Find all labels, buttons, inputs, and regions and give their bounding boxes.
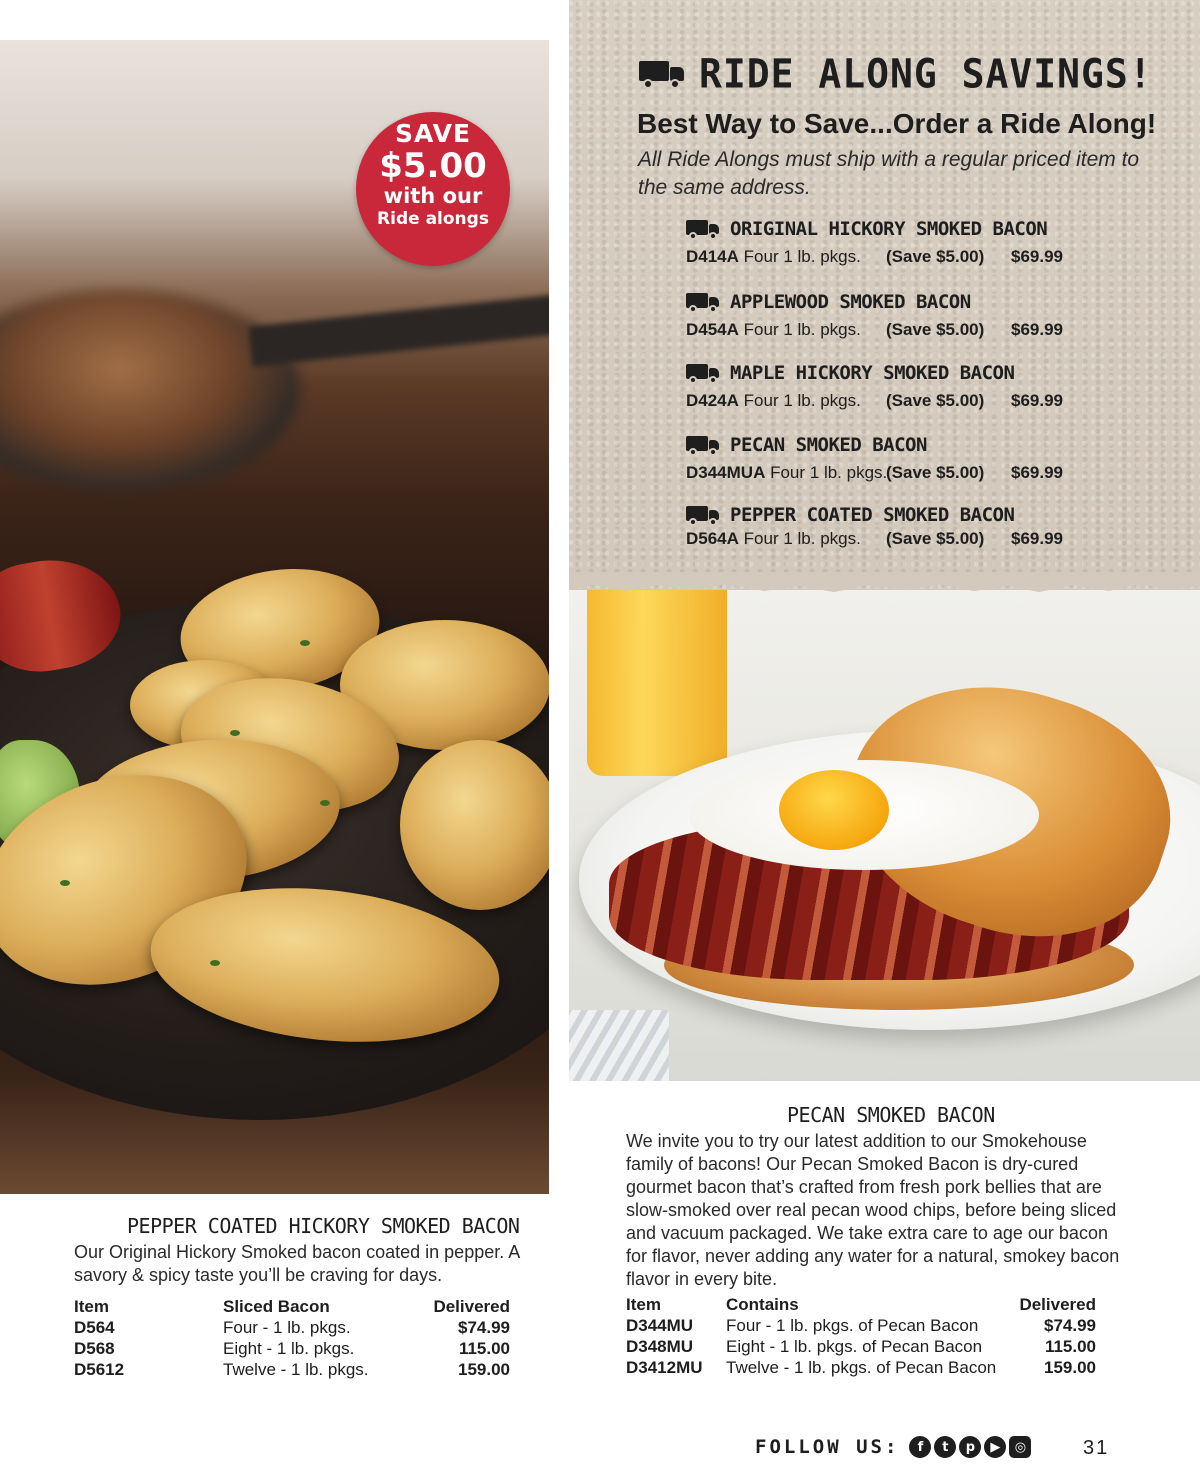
item-price: 115.00 xyxy=(1044,1337,1096,1356)
item-desc: Four 1 lb. pkgs. xyxy=(743,320,861,339)
ride-along-item-name: APPLEWOOD SMOKED BACON xyxy=(730,291,971,313)
table-header xyxy=(626,1295,1100,1316)
orange-juice-glass xyxy=(587,590,727,776)
item-contains: Twelve - 1 lb. pkgs. of Pecan Bacon xyxy=(726,1358,997,1377)
truck-icon xyxy=(639,59,685,89)
herb-fleck xyxy=(210,960,220,966)
item-code: D424A xyxy=(686,391,739,410)
truck-icon xyxy=(686,218,720,240)
ride-along-subtitle: Best Way to Save...Order a Ride Along! xyxy=(637,108,1157,139)
item-contains: Four - 1 lb. pkgs. xyxy=(223,1318,351,1337)
col-delivered: Delivered xyxy=(1019,1295,1096,1314)
ride-along-title: RIDE ALONG SAVINGS! xyxy=(699,50,1153,98)
item-savings: (Save $5.00) xyxy=(886,320,985,339)
badge-line-4: Ride alongs xyxy=(377,209,489,229)
ride-along-item xyxy=(686,288,1086,344)
item-price: $74.99 xyxy=(1044,1316,1096,1335)
item-desc: Four 1 lb. pkgs. xyxy=(743,391,861,410)
potato-wedge xyxy=(400,740,549,910)
herb-fleck xyxy=(320,800,330,806)
item-code: D564A xyxy=(686,529,739,548)
ride-along-item xyxy=(686,501,1086,553)
ride-along-heading xyxy=(639,52,1153,96)
badge-line-3: with our xyxy=(383,184,483,208)
item-code: D454A xyxy=(686,320,739,339)
item-price: 115.00 xyxy=(458,1339,510,1358)
table-row xyxy=(626,1358,1100,1379)
torn-paper-edge xyxy=(569,572,1200,596)
item-savings: (Save $5.00) xyxy=(886,529,985,548)
herb-fleck xyxy=(230,730,240,736)
truck-icon xyxy=(686,362,720,384)
pepper-coated-description: Our Original Hickory Smoked bacon coated in pepper. A savory & spicy taste you’ll be craving for days. xyxy=(74,1242,520,1285)
item-price: 159.00 xyxy=(1044,1358,1096,1377)
ride-along-item-name: MAPLE HICKORY SMOKED BACON xyxy=(730,362,1015,384)
item-savings: (Save $5.00) xyxy=(886,463,985,482)
item-code: D344MU xyxy=(626,1316,694,1335)
facebook-icon[interactable]: f xyxy=(909,1436,931,1458)
col-contains: Contains xyxy=(726,1295,799,1314)
table-row xyxy=(74,1360,514,1381)
bacon-egg-croissant-photo xyxy=(569,590,1200,1081)
item-savings: (Save $5.00) xyxy=(886,247,985,266)
pan-handle xyxy=(249,293,549,366)
truck-icon xyxy=(686,504,720,526)
item-contains: Twelve - 1 lb. pkgs. xyxy=(223,1360,369,1379)
ride-along-item-name: PECAN SMOKED BACON xyxy=(730,434,927,456)
ride-along-panel xyxy=(569,0,1200,590)
striped-napkin xyxy=(569,1010,669,1081)
pinterest-icon[interactable]: p xyxy=(959,1436,981,1458)
badge-line-2: $5.00 xyxy=(379,146,487,186)
table-row xyxy=(626,1316,1100,1337)
table-row xyxy=(74,1339,514,1360)
item-desc: Four 1 lb. pkgs. xyxy=(770,463,888,482)
col-item: Item xyxy=(626,1295,661,1314)
twitter-icon[interactable]: t xyxy=(934,1436,956,1458)
ride-along-item-name: ORIGINAL HICKORY SMOKED BACON xyxy=(730,218,1048,240)
pecan-title: PECAN SMOKED BACON xyxy=(787,1103,995,1127)
truck-icon xyxy=(686,291,720,313)
item-desc: Four 1 lb. pkgs. xyxy=(743,247,861,266)
item-code: D568 xyxy=(74,1339,115,1358)
pecan-description: We invite you to try our latest addition to our Smokehouse family of bacons! Our Pecan Smoked Bacon is dry-cured gourmet bacon that’s crafted from fresh pork bellies that are slow-smoked over real pecan wood chips, before being sliced and vacuum packaged. We take extra care to age our bacon for flavor, never adding any water for a natural, smokey bacon flavor in every bite. xyxy=(626,1131,1120,1289)
badge-line-1: SAVE xyxy=(394,119,472,148)
pecan-price-table xyxy=(626,1295,1100,1379)
item-contains: Four - 1 lb. pkgs. of Pecan Bacon xyxy=(726,1316,979,1335)
col-delivered: Delivered xyxy=(433,1297,510,1316)
item-code: D348MU xyxy=(626,1337,694,1356)
page-number: 31 xyxy=(1083,1437,1110,1459)
background-pan xyxy=(0,290,300,490)
save-badge xyxy=(356,112,510,266)
follow-us-label: FOLLOW US: xyxy=(755,1436,900,1458)
herb-fleck xyxy=(60,880,70,886)
youtube-icon[interactable]: ▶ xyxy=(984,1436,1006,1458)
table-row xyxy=(74,1318,514,1339)
table-row xyxy=(626,1337,1100,1358)
item-price: $69.99 xyxy=(1011,320,1063,339)
item-code: D3412MU xyxy=(626,1358,703,1377)
pepper-coated-title: PEPPER COATED HICKORY SMOKED BACON xyxy=(127,1214,520,1238)
herb-fleck xyxy=(300,640,310,646)
instagram-icon[interactable]: ◎ xyxy=(1009,1436,1031,1458)
item-contains: Eight - 1 lb. pkgs. of Pecan Bacon xyxy=(726,1337,983,1356)
item-code: D344MUA xyxy=(686,463,766,482)
item-price: $69.99 xyxy=(1011,391,1063,410)
item-code: D5612 xyxy=(74,1360,125,1379)
item-desc: Four 1 lb. pkgs. xyxy=(743,529,861,548)
ride-along-note: All Ride Alongs must ship with a regular priced item to the same address. xyxy=(638,148,1140,199)
item-price: $69.99 xyxy=(1011,463,1063,482)
follow-us xyxy=(755,1436,1034,1458)
table-header xyxy=(74,1297,514,1318)
item-price: $69.99 xyxy=(1011,247,1063,266)
pepper-coated-price-table xyxy=(74,1297,514,1381)
item-code: D414A xyxy=(686,247,739,266)
col-item: Item xyxy=(74,1297,109,1316)
item-code: D564 xyxy=(74,1318,115,1337)
item-price: 159.00 xyxy=(458,1360,510,1379)
ride-along-item-name: PEPPER COATED SMOKED BACON xyxy=(730,504,1015,526)
ride-along-item xyxy=(686,431,1086,487)
truck-icon xyxy=(686,434,720,456)
item-savings: (Save $5.00) xyxy=(886,391,985,410)
col-contains: Sliced Bacon xyxy=(223,1297,330,1316)
egg-yolk xyxy=(779,770,889,850)
ride-along-item xyxy=(686,359,1086,415)
item-contains: Eight - 1 lb. pkgs. xyxy=(223,1339,355,1358)
ride-along-item xyxy=(686,215,1086,271)
item-price: $74.99 xyxy=(458,1318,510,1337)
item-price: $69.99 xyxy=(1011,529,1063,548)
